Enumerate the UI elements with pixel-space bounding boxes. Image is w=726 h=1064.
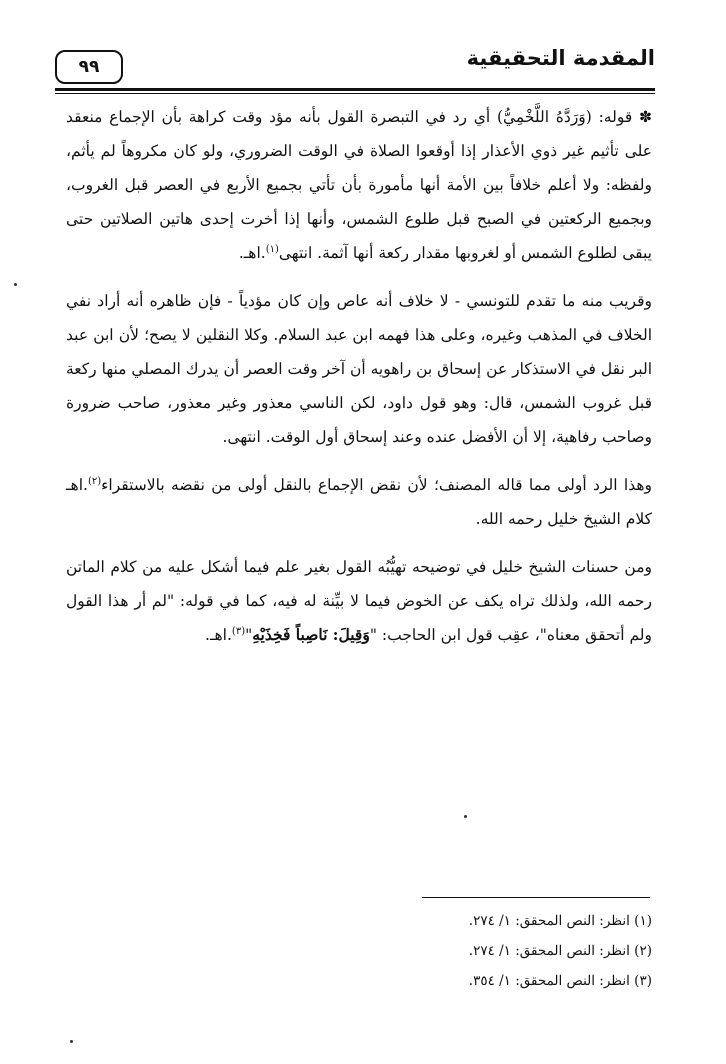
paragraph-text: .اهـ. xyxy=(205,626,232,644)
page-number: ٩٩ xyxy=(55,50,123,84)
scan-speck xyxy=(14,283,17,286)
paragraph-text: وهذا الرد أولى مما قاله المصنف؛ لأن نقض الإجماع بالنقل أولى من نقضه بالاستقراء xyxy=(101,476,652,494)
footnote-separator xyxy=(422,897,650,898)
paragraph-text: .اهـ. xyxy=(238,244,266,262)
footnote-ref: (٣) xyxy=(231,625,246,637)
scan-speck xyxy=(464,815,467,818)
footnote-ref: (٢) xyxy=(87,475,102,487)
paragraph-text: .اهـ كلام الشيخ خليل رحمه الله. xyxy=(66,476,652,528)
paragraph-text: وقريب منه ما تقدم للتونسي - لا خلاف أنه عاص وإن كان مؤدياً - فإن ظاهره أنه أراد نفي الخلاف في المذهب وغيره، وعلى هذا فهمه ابن عبد السلام. وكلا النقلين لا يصح؛ لأن ابن عبد البر نقل في الاستذكار عن إسحاق بن راهويه أن آخر وقت العصر أن يدرك المصلي منها ركعة قبل غروب الشمس، قال: وهو قول داود، لكن الناسي معذور وغير معذور، صاحب ضرورة وصاحب رفاهية، إلا أن الأفضل عنده وعند إسحاق أول الوقت. انتهى. xyxy=(66,292,652,446)
body-text xyxy=(66,100,652,666)
footnote-3: (٣) انظر: النص المحقق: ١/ ٣٥٤. xyxy=(468,973,652,989)
paragraph-text: ✽ قوله: (وَرَدَّهُ اللَّخْمِيُّ) أي رد في التبصرة القول بأنه مؤد وقت كراهة بأن الإجماع منعقد على تأثيم غير ذوي الأعذار إذا أوقعوا الصلاة في الوقت الضروري، ولو كان مكروهاً لم يأثم، ولفظه: ولا أعلم خلافاً بين الأمة أنها مأمورة بأن تأتي بجميع الأربع في العصر قبل الغروب، وبجميع الركعتين في الصبح قبل طلوع الشمس، وأنها إذا أخرت إحدى هاتين الصلاتين حتى يبقى لطلوع الشمس أو لغروبها مقدار ركعة أنها آثمة. انتهى xyxy=(66,108,652,262)
page-header xyxy=(55,44,655,90)
paragraph-1 xyxy=(66,100,652,270)
paragraph-text: " xyxy=(245,626,253,644)
footnote-ref: (١) xyxy=(265,243,279,255)
paragraph-4 xyxy=(66,550,652,652)
footnotes xyxy=(360,906,652,996)
paragraph-3 xyxy=(66,468,652,536)
quoted-text: وَقِيلَ: نَاصِباً فَخِذَيْهِ xyxy=(252,625,370,644)
paragraph-text: ومن حسنات الشيخ خليل في توضيحه تهيُّبُه القول بغير علم فيما أشكل عليه من كلام الماتن رحمه الله، ولذلك تراه يكف عن الخوض فيما لا بيِّنة له فيه، كما في قوله: "لم أر هذا القول ولم أتحقق معناه"، عقِب قول ابن الحاجب: " xyxy=(66,558,652,644)
footnote-2: (٢) انظر: النص المحقق: ١/ ٢٧٤. xyxy=(468,943,652,959)
running-title: المقدمة التحقيقية xyxy=(466,46,655,70)
scan-speck xyxy=(70,1040,73,1043)
paragraph-2 xyxy=(66,284,652,454)
footnote-1: (١) انظر: النص المحقق: ١/ ٢٧٤. xyxy=(468,913,652,929)
header-rule xyxy=(55,88,655,91)
header-rule-thin xyxy=(55,93,655,94)
